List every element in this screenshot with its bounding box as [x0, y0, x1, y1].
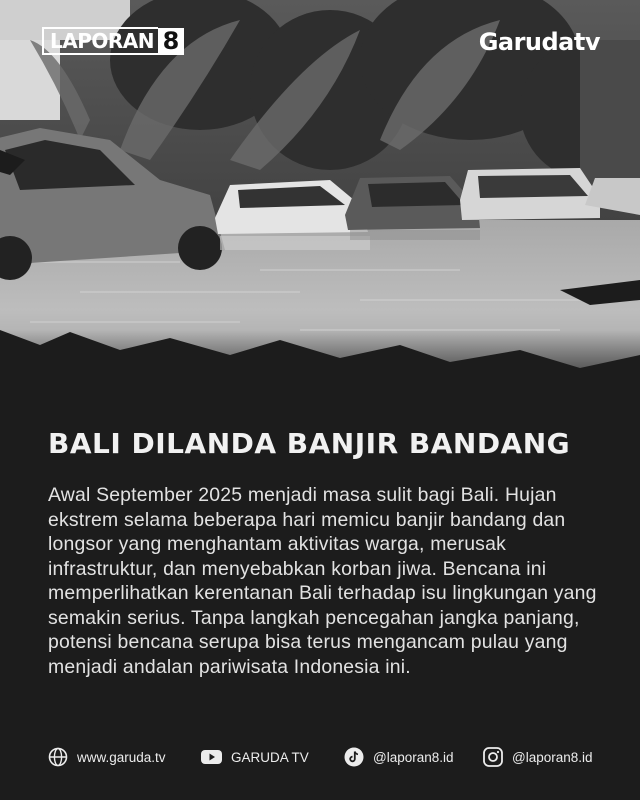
garudatv-logo: Garudatv	[478, 28, 600, 56]
instagram-label: @laporan8.id	[512, 749, 593, 765]
tiktok-link[interactable]	[344, 742, 454, 772]
footer-socials	[0, 742, 640, 772]
article-body: Awal September 2025 menjadi masa sulit bagi Bali. Hujan ekstrem selama beberapa hari memicu banjir bandang dan longsor yang menghantam aktivitas warga, merusak infrastruktur, dan menyebabkan korban jiwa. Bencana ini memperlihatkan kerentanan Bali terhadap isu lingkungan yang semakin serius. Tanpa langkah pencegahan jangka panjang, potensi bencana serupa bisa terus mengancam pulau yang menjadi andalan pariwisata Indonesia ini.	[48, 484, 597, 678]
globe-icon	[48, 747, 68, 767]
youtube-label: GARUDA TV	[231, 749, 309, 765]
headline: BALI DILANDA BANJIR BANDANG	[48, 427, 571, 460]
website-label: www.garuda.tv	[77, 749, 166, 765]
tiktok-icon	[344, 747, 364, 767]
youtube-link[interactable]	[201, 742, 309, 772]
laporan8-logo-number: 8	[158, 28, 184, 55]
instagram-icon	[483, 747, 503, 767]
youtube-icon	[201, 749, 222, 765]
instagram-link[interactable]	[483, 742, 593, 772]
laporan8-logo	[42, 27, 184, 55]
tiktok-label: @laporan8.id	[373, 749, 454, 765]
laporan8-logo-text: LAPORAN	[42, 27, 158, 55]
website-link[interactable]	[48, 742, 166, 772]
